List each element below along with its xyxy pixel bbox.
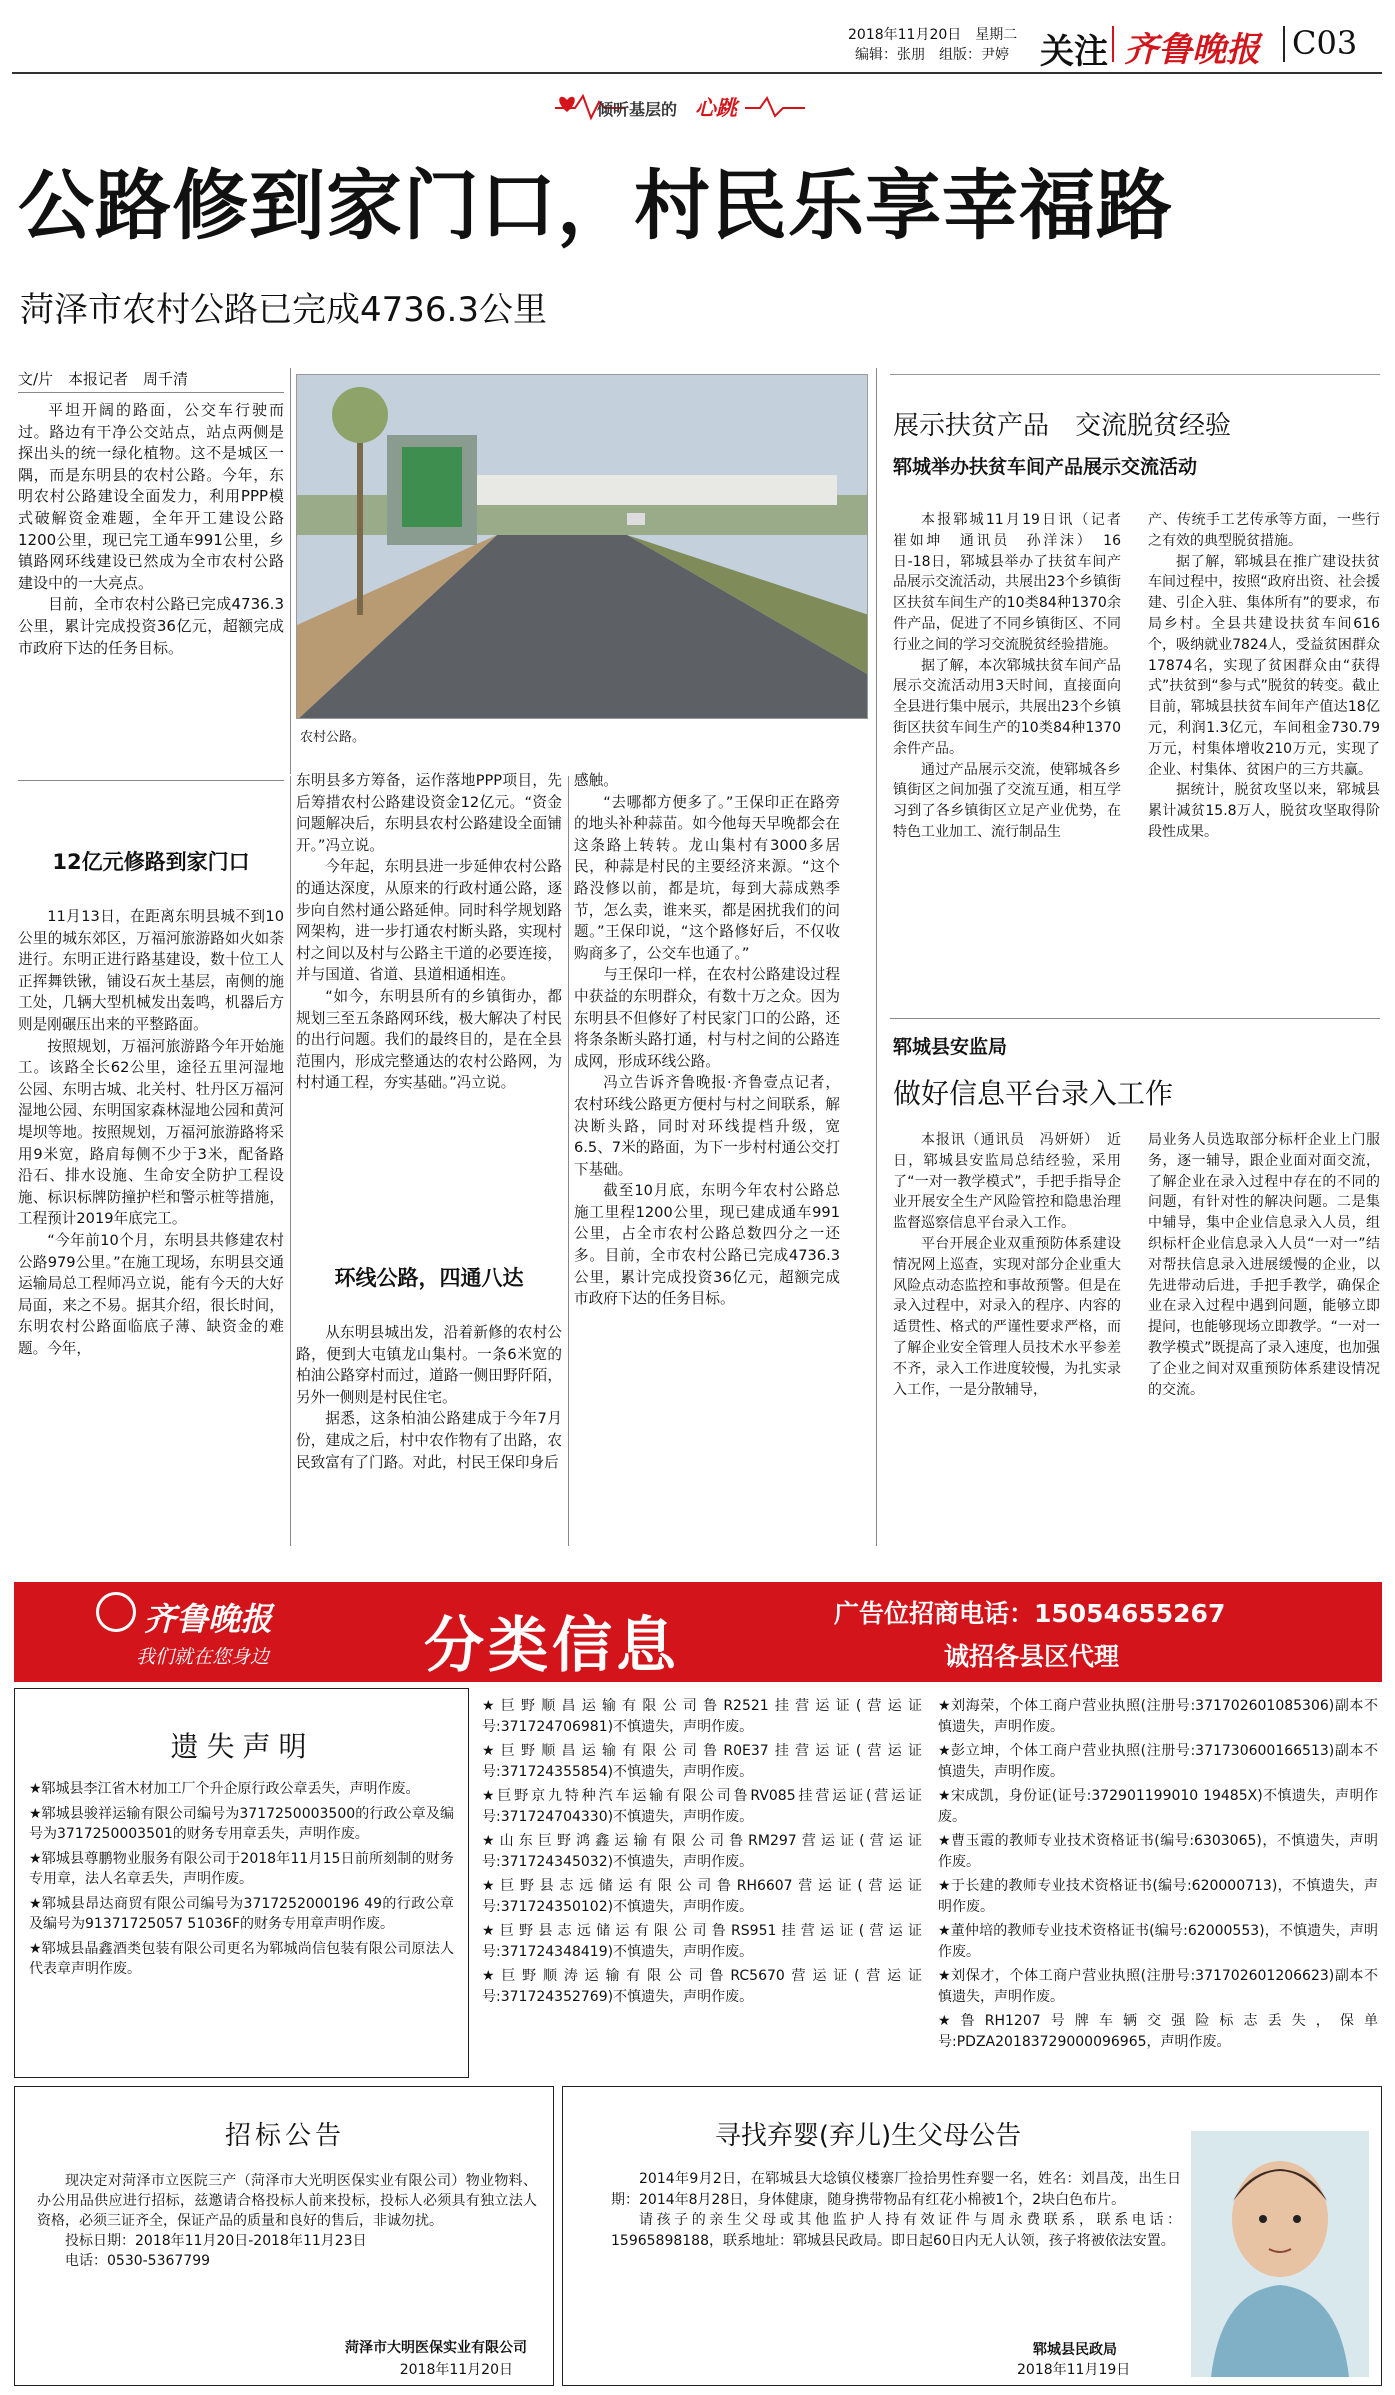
classified-title: 分类信息 bbox=[424, 1611, 680, 1681]
article3-col-a bbox=[893, 1130, 1121, 1400]
main-col-2 bbox=[296, 770, 562, 1094]
photo-caption: 农村公路。 bbox=[300, 730, 366, 745]
page-number: C03 bbox=[1292, 24, 1358, 62]
main-subheadline: 菏泽市农村公路已完成4736.3公里 bbox=[20, 290, 547, 330]
date-line: 2018年11月20日 星期二 bbox=[848, 27, 1018, 43]
article2-col-a bbox=[893, 510, 1135, 843]
paragraph: 据了解，本次郓城扶贫车间产品展示交流活动用3天时间，直接面向全县进行集中展示，共展出23个乡镇街区扶贫车间生产的10类84种1370余件产品。 bbox=[893, 657, 1121, 757]
paragraph: 据统计，脱贫攻坚以来，郓城县累计减贫15.8万人，脱贫攻坚取得阶段性成果。 bbox=[1148, 782, 1380, 840]
paragraph: 平台开展企业双重预防体系建设情况网上巡查，实现对部分企业重大风险点动态监控和事故预警。但是在录入过程中，对录入的程序、内容的适贯性、格式的严谨性要求严格，而了解企业安全管理人员技术水平参差不齐，录入工作进度较慢，为扎实录入工作，一是分散辅导， bbox=[893, 1235, 1121, 1398]
paragraph: 从东明县城出发，沿着新修的农村公路，便到大屯镇龙山集村。一条6米宽的柏油公路穿村而过，道路一侧田野阡陌，另外一侧则是村民住宅。 bbox=[296, 1324, 562, 1406]
list-item: ★巨野京九特种汽车运输有限公司鲁RV085挂营运证(营运证号:371724704330)不慎遗失，声明作废。 bbox=[482, 1788, 922, 1825]
article2-col-b bbox=[1148, 510, 1380, 843]
parent-title: 寻找弃婴(弃儿)生父母公告 bbox=[714, 2121, 1022, 2151]
list-item: ★郓城县昂达商贸有限公司编号为3717252000196 49的行政公章及编号为91371725057 51036F的财务专用章声明作废。 bbox=[29, 1895, 454, 1932]
list-item: ★郓城县尊鹏物业服务有限公司于2018年11月15日前所刻制的财务专用章，法人名章丢失，声明作废。 bbox=[29, 1850, 454, 1887]
paper-name: 齐鲁晚报 bbox=[1124, 30, 1260, 70]
editor-line: 编辑：张朋 组版：尹婷 bbox=[855, 47, 1009, 63]
heartbeat-icon bbox=[555, 90, 805, 122]
list-item: ★刘海荣，个体工商户营业执照(注册号:371702601085306)副本不慎遗失，声明作废。 bbox=[938, 1698, 1378, 1735]
classified-slogan: 我们就在您身边 bbox=[136, 1646, 270, 1668]
lost-list bbox=[29, 1779, 454, 1984]
lost-title: 遗失声明 bbox=[170, 1730, 315, 1763]
paragraph: 11月13日，在距离东明县城不到10公里的城东郊区，万福河旅游路如火如荼进行。东明正进行路基建设，数十位工人正挥舞铁锹，铺设石灰土基层，南侧的施工处，几辆大型机械发出轰鸣，机器后方则是刚碾压出来的平整路面。 bbox=[18, 908, 284, 1033]
divider bbox=[290, 776, 291, 1546]
column-banner-accent: 心跳 bbox=[695, 96, 737, 120]
masthead-divider bbox=[1112, 26, 1114, 62]
divider bbox=[568, 776, 569, 1546]
bid-title: 招标公告 bbox=[224, 2121, 345, 2151]
list-item: ★彭立坤，个体工商户营业执照(注册号:371730600166513)副本不慎遗失，声明作废。 bbox=[938, 1743, 1378, 1780]
road-photo bbox=[296, 374, 868, 719]
list-item: ★鲁RH1207号牌车辆交强险标志丢失，保单号:PDZA20183729000096965，声明作废。 bbox=[938, 2013, 1378, 2050]
divider bbox=[890, 1018, 1380, 1019]
list-item: ★山东巨野鸿鑫运输有限公司鲁RM297营运证(营运证号:371724345032)不慎遗失，声明作废。 bbox=[482, 1833, 922, 1870]
paragraph: “去哪都方便多了。”王保印正在路旁的地头补种蒜苗。如今他每天早晚都会在这条路上转转。龙山集村有3000多居民，种蒜是村民的主要经济来源。“这个路没修以前，都是坑，每到大蒜成熟季节，怎么卖，谁来买，都是困扰我们的问题。”王保印说，“这个路修好后，不仅收购商多了，公交车也通了。” bbox=[574, 793, 840, 962]
divider bbox=[876, 368, 877, 1546]
parent-sign-date: 2018年11月19日 bbox=[1017, 2362, 1131, 2378]
paragraph: 据了解，郓城县在推广建设扶贫车间过程中，按照“政府出资、社会援建、引企入驻、集体所有”的要求，布局乡村。全县共建设扶贫车间616个，吸纳就业7824人，受益贫困群众17874名，实现了贫困群众由“获得式”扶贫到“参与式”脱贫的转变。截止目前，郓城县扶贫车间年产值达18亿元，利润1.3亿元，车间租金730.79万元，村集体增收210万元，实现了企业、村集体、贫困户的三方共赢。 bbox=[1148, 553, 1380, 778]
list-item: ★董仲培的教师专业技术资格证书(编号:62000553)，不慎遗失，声明作废。 bbox=[938, 1923, 1378, 1960]
section-title-1: 12亿元修路到家门口 bbox=[52, 850, 250, 874]
section-title-2: 环线公路，四通八达 bbox=[334, 1266, 524, 1290]
parent-notice-box bbox=[562, 2086, 1382, 2386]
paragraph: 冯立告诉齐鲁晚报·齐鲁壹点记者，农村环线公路更方便村与村之间联系，解决断头路，同时对环线提档升级，宽6.5、7米的路面，为下一步村村通公交打下基础。 bbox=[574, 1074, 840, 1178]
divider bbox=[18, 780, 284, 781]
parent-signer: 郓城县民政局 bbox=[1033, 2342, 1117, 2358]
paragraph: 感触。 bbox=[574, 772, 618, 789]
classified-banner bbox=[14, 1582, 1382, 1682]
divider bbox=[290, 368, 291, 774]
list-item: ★郓城县晶鑫酒类包装有限公司更名为郓城尚信包装有限公司原法人代表章声明作废。 bbox=[29, 1940, 454, 1977]
article2-subheadline: 郓城举办扶贫车间产品展示交流活动 bbox=[893, 456, 1198, 478]
bid-phone: 电话：0530-5367799 bbox=[65, 2253, 211, 2269]
column-banner-text: 倾听基层的 bbox=[597, 100, 678, 119]
main-col-3 bbox=[574, 770, 840, 1310]
parent-body-wrap bbox=[611, 2169, 1181, 2251]
byline-rule bbox=[18, 392, 284, 393]
bid-sign-date: 2018年11月20日 bbox=[399, 2362, 513, 2378]
main-col-2b bbox=[296, 1322, 562, 1473]
list-item: ★刘保才，个体工商户营业执照(注册号:371702601206623)副本不慎遗失，声明作废。 bbox=[938, 1968, 1378, 2005]
article3-kicker: 郓城县安监局 bbox=[893, 1036, 1008, 1058]
paragraph: 截至10月底，东明今年农村公路总施工里程1200公里，现已建成通车991公里，占全市农村公路总数四分之一还多。目前，全市农村公路已完成4736.3公里，累计完成投资36亿元，超额完成市政府下达的任务目标。 bbox=[574, 1182, 840, 1308]
paragraph: “今年前10个月，东明县共修建农村公路979公里。”在施工现场，东明县交通运输局总工程师冯立说，能有今天的大好局面，来之不易。据其介绍，很长时间，东明农村公路面临底子薄、缺资金的难题。今年， bbox=[18, 1231, 284, 1357]
lead-paragraphs bbox=[18, 400, 284, 659]
list-item: ★曹玉霞的教师专业技术资格证书(编号:6303065)，不慎遗失，声明作废。 bbox=[938, 1833, 1378, 1870]
list-item: ★巨野县志远储运有限公司鲁RS951挂营运证(营运证号:371724348419)不慎遗失，声明作废。 bbox=[482, 1923, 922, 1960]
article3-headline: 做好信息平台录入工作 bbox=[893, 1077, 1174, 1110]
child-photo bbox=[1191, 2131, 1369, 2377]
bid-date: 投标日期：2018年11月20日-2018年11月23日 bbox=[65, 2233, 367, 2249]
list-item: ★于长建的教师专业技术资格证书(编号:620000713)，不慎遗失，声明作废。 bbox=[938, 1878, 1378, 1915]
list-item: ★巨野顺涛运输有限公司鲁RC5670营运证(营运证号:371724352769)不慎遗失，声明作废。 bbox=[482, 1968, 922, 2005]
paragraph: 据悉，这条柏油公路建成于今年7月份，建成之后，村中农作物有了出路，农民致富有了门路。对此，村民王保印身后 bbox=[296, 1410, 562, 1471]
paragraph: 今年起，东明县进一步延伸农村公路的通达深度，从原来的行政村通公路，逐步向自然村通公路延伸。同时科学规划路网架构，进一步打通农村断头路，实现村村之间以及村与公路主干道的必要连接，并与国道、省道、县道相通相连。 bbox=[296, 858, 562, 984]
masthead-rule bbox=[12, 72, 1382, 74]
lost-notice-box bbox=[14, 1688, 469, 2078]
column-banner bbox=[555, 90, 805, 122]
paragraph: 局业务人员选取部分标杆企业上门服务，逐一辅导，跟企业面对面交流，了解企业在录入过程中存在的不同的问题，有针对性的解决问题。二是集中辅导，集中企业信息录入人员，组织标杆企业信息录入人员“一对一”结对帮扶信息录入进展缓慢的企业，以先进带动后进，手把手教学，确保企业在录入过程中遇到问题，能够立即提问，也能够现场立即教学。“一对一教学模式”既提高了录入速度，也加强了企业之间对双重预防体系建设情况的交流。 bbox=[1148, 1132, 1380, 1398]
paragraph: 与王保印一样，在农村公路建设过程中获益的东明群众，有数十万之众。因为东明县不但修好了村民家门口的公路，还将条条断头路打通，村与村之间的公路连成网，形成环线公路。 bbox=[574, 966, 840, 1070]
lead-paragraph: 平坦开阔的路面，公交车行驶而过。路边有干净公交站点，站点两侧是探出头的统一绿化植物。这不是城区一隅，而是东明县的农村公路。今年，东明农村公路建设全面发力，利用PPP模式破解资金难题，全年开工建设公路1200公里，现已完工通车991公里，乡镇路网环线建设已然成为全市农村公路建设中的一大亮点。 bbox=[18, 401, 284, 592]
bid-signer: 菏泽市大明医保实业有限公司 bbox=[345, 2340, 527, 2356]
article3-col-b bbox=[1148, 1130, 1380, 1400]
section-label: 关注 bbox=[1040, 32, 1108, 72]
bid-body-wrap bbox=[37, 2171, 537, 2271]
parent-body-2: 请孩子的亲生父母或其他监护人持有效证件与周永费联系，联系电话：15965898188，联系地址：郓城县民政局。即日起60日内无人认领，孩子将被依法安置。 bbox=[611, 2212, 1181, 2249]
list-item: ★宋成凯，身份证(证号:372901199010 19485X)不慎遗失，声明作废。 bbox=[938, 1788, 1378, 1825]
divider bbox=[890, 374, 1380, 375]
paragraph: 产、传统手工艺传承等方面，一些行之有效的典型脱贫措施。 bbox=[1148, 512, 1380, 549]
parent-body: 2014年9月2日，在郓城县大埝镇仪楼寨厂捡拾男性弃婴一名，姓名：刘昌茂，出生日期：2014年8月28日，身体健康，随身携带物品有红花小棉被1个，2块白色布片。 bbox=[611, 2171, 1181, 2208]
paragraph: “如今，东明县所有的乡镇街办，都规划三至五条路网环线，极大解决了村民的出行问题。我们的最终目的，是在全县范围内，形成完整通达的农村公路网，为村村通工程，夯实基础。”冯立说。 bbox=[296, 987, 562, 1092]
bid-body: 现决定对菏泽市立医院三产（菏泽市大光明医保实业有限公司）物业物料、办公用品供应进行招标，兹邀请合格投标人前来投标，投标人必须具有独立法人资格，必须三证齐全，保证产品的质量和良好的售后，非诚勿扰。 bbox=[37, 2173, 537, 2229]
list-item: ★郓城县骏祥运输有限公司编号为3717250003500的行政公章及编号为3717250003501的财务专用章丢失，声明作废。 bbox=[29, 1805, 454, 1842]
paragraph: 本报郓城11月19日讯（记者 崔如坤 通讯员 孙洋沫） 16日-18日，郓城县举办了扶贫车间产品展示交流活动，共展出23个乡镇街区扶贫车间生产的10类84种1370余件产品，促进了不同乡镇街区、不同行业之间的学习交流脱贫经验措施。 bbox=[893, 512, 1135, 653]
list-item: ★巨野顺昌运输有限公司鲁R0E37挂营运证(营运证号:371724355854)不慎遗失，声明作废。 bbox=[482, 1743, 922, 1780]
right-lost-list bbox=[938, 1696, 1378, 2056]
classified-brand: 齐鲁晚报 bbox=[144, 1600, 273, 1638]
byline: 文/片 本报记者 周千清 bbox=[18, 370, 189, 388]
main-headline: 公路修到家门口，村民乐享幸福路 bbox=[18, 161, 1173, 250]
list-item: ★巨野县志远储运有限公司鲁RH6607营运证(营运证号:371724350102)不慎遗失，声明作废。 bbox=[482, 1878, 922, 1915]
mid-lost-list bbox=[482, 1696, 922, 2011]
paragraph: 东明县多方筹备，运作落地PPP项目，先后筹措农村公路建设资金12亿元。“资金问题解决后，东明县农村公路建设全面铺开。”冯立说。 bbox=[296, 772, 562, 854]
brand-logo-icon bbox=[96, 1592, 136, 1632]
paragraph: 通过产品展示交流，使郓城各乡镇街区之间加强了交流互通，相互学习到了各乡镇街区立足产业优势，在特色工业加工、流行制品生 bbox=[893, 761, 1121, 840]
main-col-1 bbox=[18, 906, 284, 1359]
masthead-divider-2 bbox=[1283, 26, 1285, 62]
article2-headline: 展示扶贫产品 交流脱贫经验 bbox=[893, 411, 1232, 441]
paragraph: 按照规划，万福河旅游路今年开始施工。该路全长62公里，途径五里河湿地公园、东明古城、北关村、牡丹区万福河湿地公园、东明国家森林湿地公园和黄河堤坝等地。按照规划，万福河旅游路将采用9米宽，路肩每侧不少于3米，配备路沿石、排水设施、生命安全防护工程设施、标识标牌防撞护栏和警示桩等措施，工程预计2019年底完工。 bbox=[18, 1037, 284, 1228]
paragraph: 本报讯（通讯员 冯妍妍） 近日，郓城县安监局总结经验，采用了“一对一教学模式”，手把手指导企业开展安全生产风险管控和隐患治理监督巡察信息平台录入工作。 bbox=[893, 1132, 1121, 1232]
list-item: ★巨野顺昌运输有限公司鲁R2521挂营运证(营运证号:371724706981)不慎遗失，声明作废。 bbox=[482, 1698, 922, 1735]
classified-agents: 诚招各县区代理 bbox=[944, 1642, 1120, 1671]
lead-paragraph: 目前，全市农村公路已完成4736.3公里，累计完成投资36亿元，超额完成市政府下达的任务目标。 bbox=[18, 595, 284, 657]
bid-notice-box bbox=[14, 2086, 554, 2386]
list-item: ★郓城县李江省木材加工厂个升企原行政公章丢失，声明作废。 bbox=[29, 1781, 420, 1797]
classified-phone: 广告位招商电话：15054655267 bbox=[834, 1599, 1226, 1628]
